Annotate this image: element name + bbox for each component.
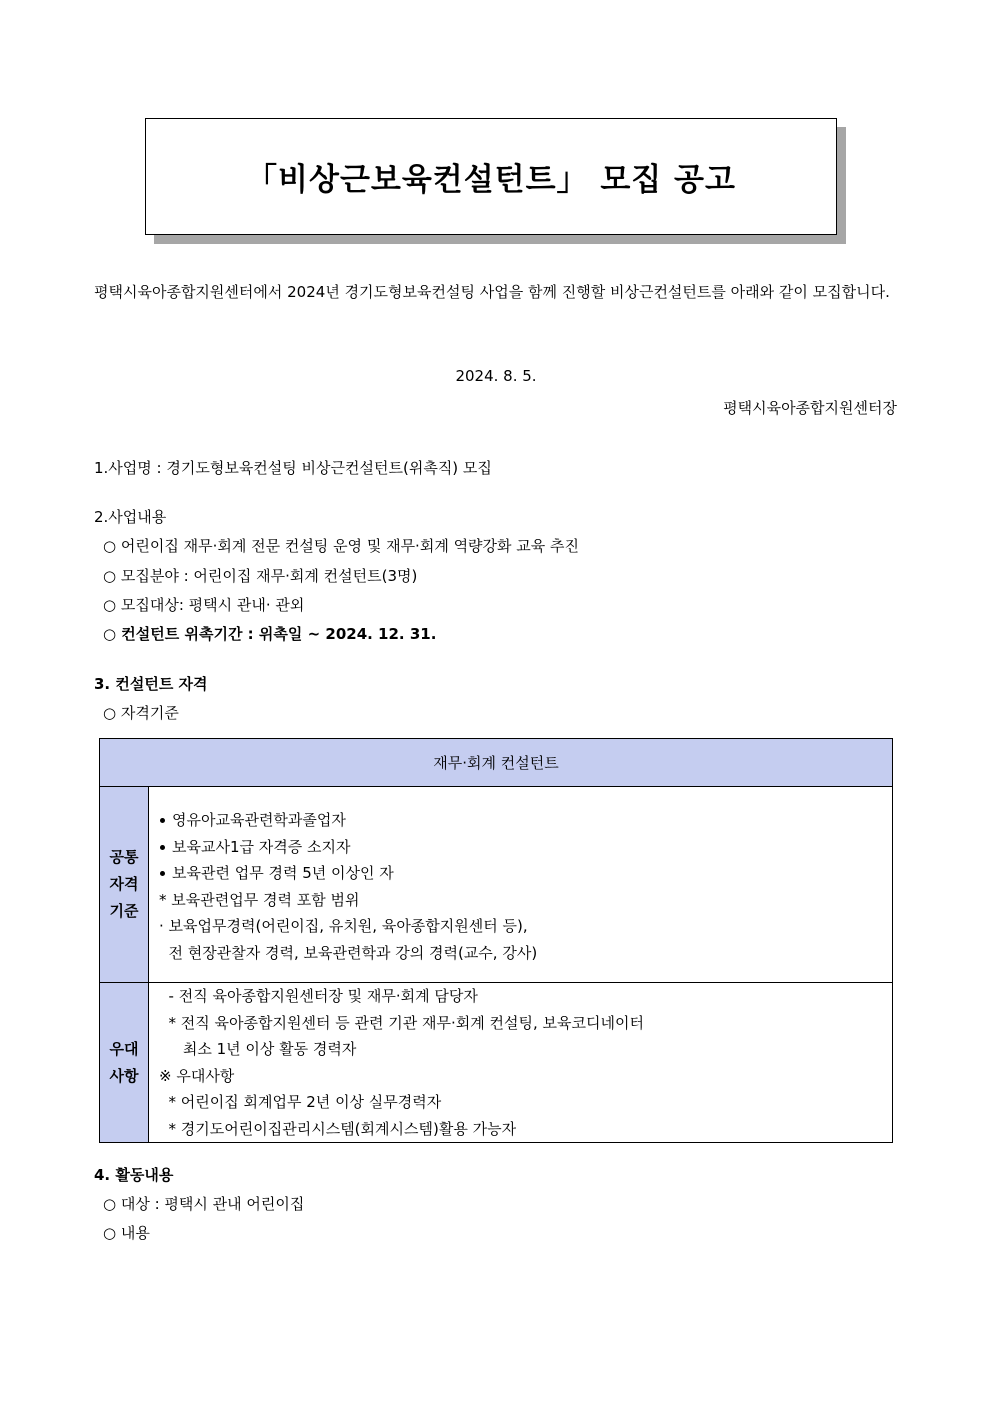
table-line: * 보육관련업무 경력 포함 범위 (159, 890, 360, 909)
table-row (100, 983, 893, 1143)
row-label-line: 자격 (109, 875, 139, 893)
table-line: ※ 우대사항 (159, 1066, 235, 1085)
table-line: * 전직 육아종합지원센터 등 관련 기관 재무·회계 컨설팅, 보육코디네이터 (159, 1013, 644, 1032)
table-line: 보육교사1급 자격증 소지자 (159, 834, 882, 861)
section-3-heading: 3. 컨설턴트 자격 (94, 675, 208, 693)
announcement-date: 2024. 8. 5. (455, 367, 537, 385)
table-line: 최소 1년 이상 활동 경력자 (159, 1040, 357, 1058)
section-4-heading: 4. 활동내용 (94, 1166, 174, 1184)
section-1-business-name: 1.사업명 : 경기도형보육컨설팅 비상근컨설턴트(위촉직) 모집 (94, 459, 492, 477)
section-4-item: ○ 대상 : 평택시 관내 어린이집 (103, 1195, 305, 1213)
section-2-heading: 2.사업내용 (94, 508, 167, 526)
section-2-item: ○ 모집대상: 평택시 관내· 관외 (103, 596, 305, 614)
title-box (145, 118, 837, 235)
section-2-item: ○ 모집분야 : 어린이집 재무·회계 컨설턴트(3명) (103, 567, 418, 585)
table-line: · 보육업무경력(어린이집, 유치원, 육아종합지원센터 등), (159, 917, 528, 935)
section-3-sub: ○ 자격기준 (103, 704, 179, 722)
table-line: 전 현장관찰자 경력, 보육관련학과 강의 경력(교수, 강사) (159, 943, 538, 962)
row-label-preferred (100, 983, 149, 1143)
row-label-line: 사항 (109, 1066, 139, 1085)
section-2-item: ○ 어린이집 재무·회계 전문 컨설팅 운영 및 재무·회계 역량강화 교육 추진 (103, 537, 580, 555)
table-line: 영유아교육관련학과졸업자 (159, 807, 882, 834)
row-label-line: 우대 (109, 1039, 139, 1058)
section-4-item: ○ 내용 (103, 1224, 150, 1242)
table-header: 재무·회계 컨설턴트 (100, 739, 893, 787)
qualification-table (99, 738, 893, 1143)
table-line: * 경기도어린이집관리시스템(회계시스템)활용 가능자 (159, 1119, 517, 1138)
row-label-line: 기준 (109, 902, 139, 920)
row-label-common (100, 787, 149, 983)
row-content-common (149, 787, 893, 983)
table-line: - 전직 육아종합지원센터장 및 재무·회계 담당자 (159, 987, 478, 1005)
organization-name: 평택시육아종합지원센터장 (723, 399, 897, 417)
bullet-icon (160, 871, 165, 876)
row-label-line: 공통 (109, 848, 139, 866)
row-content-preferred (149, 983, 893, 1143)
table-line: 보육관련 업무 경력 5년 이상인 자 (159, 860, 882, 887)
section-2-item: ○ 컨설턴트 위촉기간 : 위촉일 ~ 2024. 12. 31. (103, 625, 437, 643)
page-title: 「비상근보육컨설턴트」 모집 공고 (246, 162, 736, 198)
table-row (100, 787, 893, 983)
table-header-row (100, 739, 893, 787)
bullet-icon (160, 818, 165, 823)
table-line: * 어린이집 회계업무 2년 이상 실무경력자 (159, 1093, 442, 1111)
bullet-icon (160, 845, 165, 850)
intro-paragraph: 평택시육아종합지원센터에서 2024년 경기도형보육컨설팅 사업을 함께 진행할 비상근컨설턴트를 아래와 같이 모집합니다. (94, 283, 890, 301)
